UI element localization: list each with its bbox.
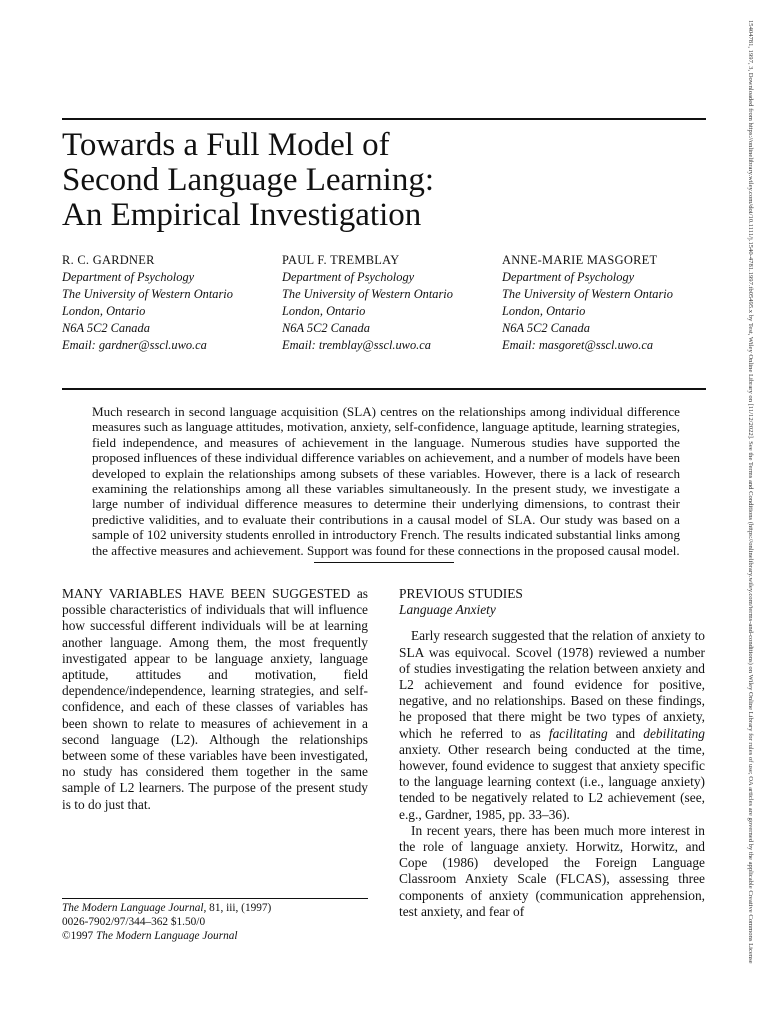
author-email[interactable]: Email: tremblay@sscl.uwo.ca xyxy=(282,338,431,352)
paragraph-text: anxiety. Other research being conducted at the time, however, found evidence to suggest that anxiety specific to the language learning context (i.e., language anxiety) tended to be negatively related to L2 achievement (see, e.g., Gardner, 1985, pp. 33–36). xyxy=(399,741,705,822)
author-name: PAUL F. TREMBLAY xyxy=(282,253,400,267)
author-city: London, Ontario xyxy=(282,304,366,318)
download-notice-sidebar xyxy=(740,20,756,1010)
abstract-divider xyxy=(314,562,454,563)
author-postal: N6A 5C2 Canada xyxy=(282,321,370,335)
footer-journal: The Modern Language Journal, xyxy=(62,902,207,914)
article-title xyxy=(62,128,682,233)
author-postal: N6A 5C2 Canada xyxy=(62,321,150,335)
section-paragraph-1 xyxy=(399,628,705,822)
author-department: Department of Psychology xyxy=(502,270,635,284)
paragraph-text: and xyxy=(607,725,644,741)
footer-copyright-prefix: ©1997 xyxy=(62,930,97,942)
left-column xyxy=(62,586,368,813)
footer-issn: 0026-7902/97/344–362 $1.50/0 xyxy=(62,916,206,928)
title-line-3: An Empirical Investigation xyxy=(62,197,422,233)
author-name: ANNE-MARIE MASGORET xyxy=(502,253,658,267)
section-heading: PREVIOUS STUDIES xyxy=(399,586,523,601)
author-masgoret xyxy=(502,252,722,354)
intro-paragraph xyxy=(62,586,368,813)
abstract: Much research in second language acquisition (SLA) centres on the relationships among individual difference measures such as language attitudes, motivation, anxiety, self-confidence, language aptitude, learning strategies, field independence, and measures of achievement in the language. Numerous studies have supported the proposed influences of these individual difference variables on achievement, and a number of models have been developed to explain the relationships among subsets of these variables. However, there is a lack of research examining the relationships among all these variables simultaneously. In the present study, we investigate a large number of individual difference measures to determine their underlying dimensions, to contrast their predictive validities, and to evaluate their contributions in a causal model of SLA. Our study was based on a sample of 102 university students enrolled in introductory French. The results indicated substantial links among the affective measures and achievement. Support was found for these connections in the proposed causal model. xyxy=(92,404,680,558)
author-name: R. C. GARDNER xyxy=(62,253,155,267)
footer-copyright-journal: The Modern Language Journal xyxy=(96,930,238,942)
author-block xyxy=(62,252,722,354)
right-column xyxy=(399,586,705,920)
journal-footer xyxy=(62,898,368,943)
title-line-2: Second Language Learning: xyxy=(62,162,435,198)
author-university: The University of Western Ontario xyxy=(282,287,453,301)
author-city: London, Ontario xyxy=(62,304,146,318)
header-rule xyxy=(62,388,706,390)
section-paragraph-2: In recent years, there has been much more interest in the role of language anxiety. Horwitz, Horwitz, and Cope (1986) developed the Foreign Language Classroom Anxiety Scale (FLCAS), assessing three components of anxiety (communication apprehension, test anxiety, and fear of xyxy=(399,822,705,919)
paragraph-text: Early research suggested that the relation of anxiety to SLA was equivocal. Scovel (1978) reviewed a number of studies investigating the relation between anxiety and L2 achievement and found evidence for positive, negative, and no relationships. Based on these findings, he proposed that there might be two types of anxiety, which he referred to as xyxy=(399,628,705,741)
author-department: Department of Psychology xyxy=(62,270,195,284)
author-postal: N6A 5C2 Canada xyxy=(502,321,590,335)
author-gardner xyxy=(62,252,282,354)
footer-copyright xyxy=(62,929,368,943)
author-university: The University of Western Ontario xyxy=(62,287,233,301)
title-line-1: Towards a Full Model of xyxy=(62,127,390,163)
author-university: The University of Western Ontario xyxy=(502,287,673,301)
term-debilitating: debilitating xyxy=(643,725,705,741)
footer-citation xyxy=(62,901,368,915)
author-email[interactable]: Email: masgoret@sscl.uwo.ca xyxy=(502,338,654,352)
subsection-heading: Language Anxiety xyxy=(399,602,496,618)
footer-volume: 81, iii, (1997) xyxy=(206,902,272,914)
author-department: Department of Psychology xyxy=(282,270,415,284)
term-facilitating: facilitating xyxy=(548,725,608,741)
author-tremblay xyxy=(282,252,502,354)
top-rule xyxy=(62,118,706,120)
download-notice-text: 15404781, 1997, 3, Downloaded from https://onlinelibrary.wiley.com/doi/10.1111/j.1540-4781.1997.tb05495.x by Test, Wiley Online Library on [11/12/2022]. See the Terms and Conditions (https://onlinelibrary.wiley.com/terms-and-conditions) on Wiley Online Library for rules of use; OA articles are governed by the applicable Creative Commons License xyxy=(747,20,754,964)
intro-lead: MANY VARIABLES HAVE BEEN SUGGESTED xyxy=(62,586,351,601)
intro-text: as possible characteristics of individuals that will influence how successful different individuals will be at learning another language. Among them, the most frequently investigated appear to be language anxiety, language aptitude, attitudes and motivation, field dependence/independence, learning strategies, and self-confidence, and each of these classes of variables has been shown to relate to measures of achievement in a second language (L2). Although the relationships between some of these variables have been investigated, no study has considered them together in the same sample of L2 learners. The purpose of the present study is to do just that. xyxy=(62,586,368,812)
author-email[interactable]: Email: gardner@sscl.uwo.ca xyxy=(62,338,207,352)
author-city: London, Ontario xyxy=(502,304,586,318)
